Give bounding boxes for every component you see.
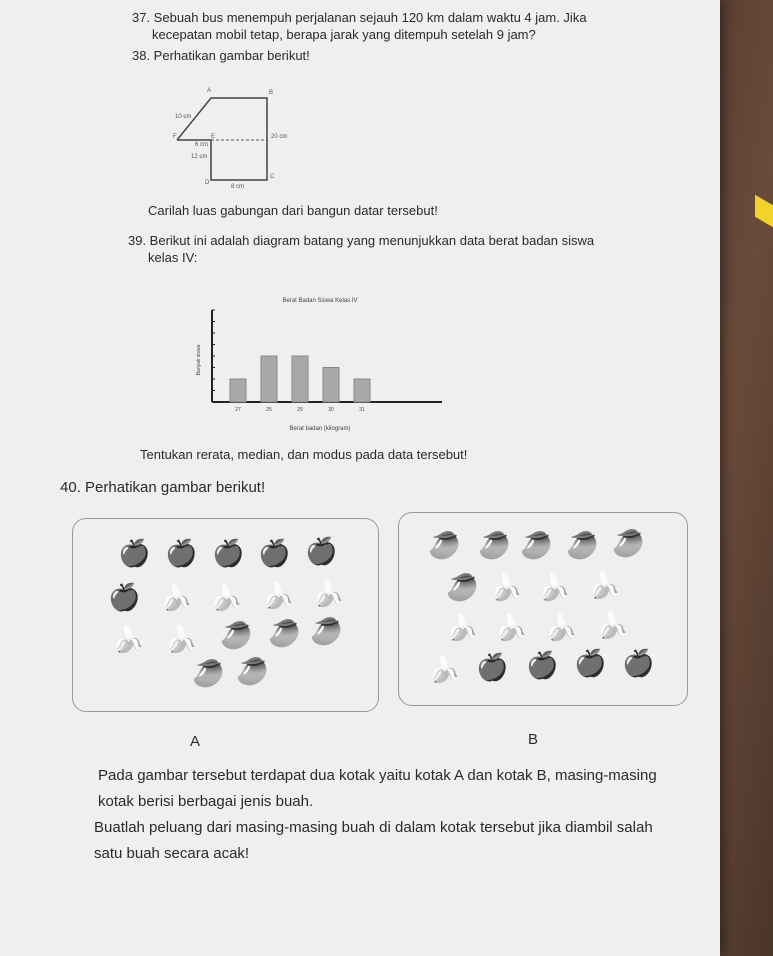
length-6cm: 6 cm (195, 142, 209, 148)
banana-icon: 🍌 (588, 570, 621, 600)
chart-ylabel: Banyak siswa (196, 344, 202, 376)
q39-line2: kelas IV: (148, 250, 198, 265)
bar-25 (261, 356, 277, 402)
apple-icon: 🍎 (108, 582, 141, 612)
banana-icon: 🍌 (160, 582, 193, 612)
x-tick-label: 25 (266, 407, 272, 413)
box-a-label: A (190, 733, 201, 750)
apple-icon: 🍎 (212, 538, 245, 568)
banana-icon: 🍌 (262, 580, 295, 610)
box-b-label: B (528, 731, 539, 748)
q39-line1: 39. Berikut ini adalah diagram batang yang menunjukkan data berat badan siswa (128, 233, 595, 248)
banana-icon: 🍌 (596, 610, 629, 640)
bar-30 (323, 368, 339, 403)
mango-icon: 🥭 (520, 530, 553, 560)
banana-icon: 🍌 (538, 572, 571, 602)
label-C: C (270, 174, 275, 180)
q40-paragraph-2: kotak berisi berbagai jenis buah. (98, 793, 314, 810)
banana-icon: 🍌 (165, 624, 198, 654)
apple-icon: 🍎 (305, 536, 338, 566)
label-A: A (207, 88, 212, 94)
bar-chart (190, 290, 450, 440)
q40-paragraph-1: Pada gambar tersebut terdapat dua kotak yaitu kotak A dan kotak B, masing-masing (98, 767, 657, 784)
q37-line2: kecepatan mobil tetap, berapa jarak yang ditempuh setelah 9 jam? (152, 27, 536, 42)
q40-paragraph-3: Buatlah peluang dari masing-masing buah di dalam kotak tersebut jika diambil salah (94, 819, 653, 836)
apple-icon: 🍎 (258, 538, 291, 568)
length-20cm: 20 cm (271, 134, 288, 140)
composite-shape-figure (165, 80, 305, 192)
chart-xlabel: Berat badan (kilogram) (289, 426, 351, 432)
q40-intro: 40. Perhatikan gambar berikut! (60, 479, 266, 496)
apple-icon: 🍎 (622, 648, 655, 678)
mango-icon: 🥭 (612, 528, 645, 558)
banana-icon: 🍌 (545, 612, 578, 642)
banana-icon: 🍌 (210, 582, 243, 612)
banana-icon: 🍌 (112, 624, 145, 654)
x-tick-label: 27 (235, 407, 241, 413)
mango-icon: 🥭 (428, 530, 461, 560)
x-tick-label: 31 (359, 407, 365, 413)
banana-icon: 🍌 (446, 612, 479, 642)
q40-paragraph-4: satu buah secara acak! (94, 845, 250, 862)
label-E: E (211, 134, 216, 140)
length-8cm: 8 cm (231, 184, 245, 190)
bar-27 (230, 379, 246, 402)
apple-icon: 🍎 (118, 538, 151, 568)
mango-icon: 🥭 (268, 618, 301, 648)
length-10cm: 10 cm (175, 114, 192, 120)
banana-icon: 🍌 (490, 572, 523, 602)
x-tick-label: 29 (297, 407, 303, 413)
chart-title: Berat Badan Siswa Kelas IV (282, 298, 358, 304)
apple-icon: 🍎 (574, 648, 607, 678)
mango-icon: 🥭 (220, 620, 253, 650)
bar-31 (354, 379, 370, 402)
label-D: D (205, 180, 210, 186)
banana-icon: 🍌 (428, 654, 461, 684)
apple-icon: 🍎 (476, 652, 509, 682)
q38-intro: 38. Perhatikan gambar berikut! (132, 48, 310, 63)
q39-task: Tentukan rerata, median, dan modus pada data tersebut! (140, 447, 468, 462)
label-B: B (269, 90, 274, 96)
bar-29 (292, 356, 308, 402)
apple-icon: 🍎 (526, 650, 559, 680)
mango-icon: 🥭 (236, 656, 269, 686)
label-F: F (173, 134, 177, 140)
mango-icon: 🥭 (192, 658, 225, 688)
length-12cm: 12 cm (191, 154, 208, 160)
banana-icon: 🍌 (495, 612, 528, 642)
x-tick-label: 30 (328, 407, 334, 413)
mango-icon: 🥭 (310, 616, 343, 646)
mango-icon: 🥭 (478, 530, 511, 560)
q38-task: Carilah luas gabungan dari bangun datar tersebut! (148, 203, 438, 218)
mango-icon: 🥭 (566, 530, 599, 560)
apple-icon: 🍎 (165, 538, 198, 568)
banana-icon: 🍌 (312, 578, 345, 608)
mango-icon: 🥭 (446, 572, 479, 602)
q37-line1: 37. Sebuah bus menempuh perjalanan sejauh 120 km dalam waktu 4 jam. Jika (132, 10, 587, 25)
